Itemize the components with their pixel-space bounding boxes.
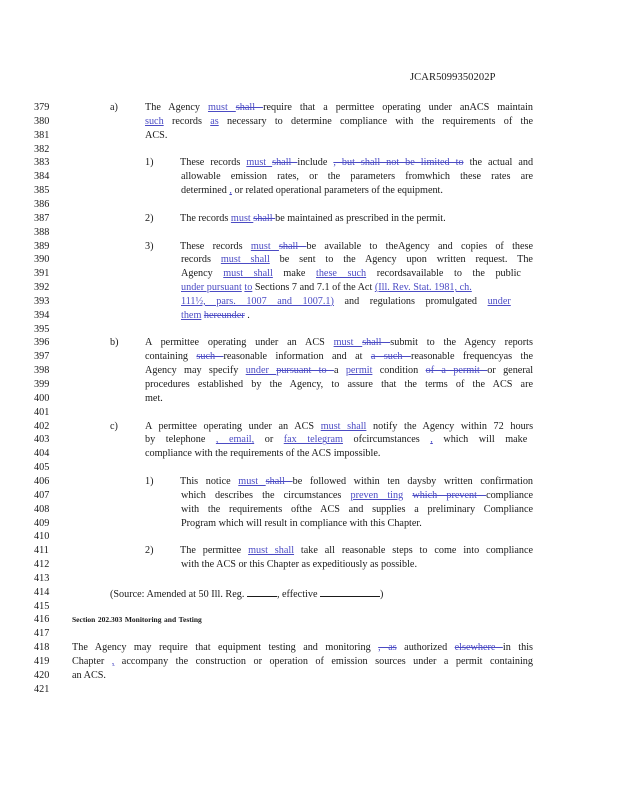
line-number: 410 (34, 531, 50, 543)
line-text (72, 669, 106, 683)
line-number: 391 (34, 268, 50, 280)
line-text (181, 503, 533, 517)
line-number: 404 (34, 448, 50, 460)
document-line (0, 267, 618, 281)
text-run: Chapter (72, 656, 112, 667)
line-text (72, 655, 533, 669)
text-run: met. (145, 392, 163, 404)
text-run: which will make (432, 434, 528, 446)
text-run: be sent to the Agency upon written request. The (269, 254, 533, 266)
text-run: which describes the circumstances (181, 489, 351, 501)
line-number: 401 (34, 406, 50, 418)
line-text (181, 309, 250, 323)
deleted-text: a such (370, 351, 411, 363)
text-run: . (244, 309, 250, 321)
text-run: necessary to determine compliance with the requirements of the (218, 115, 533, 127)
text-run: be available to theAgency and copies of these (306, 240, 534, 252)
text-run: This notice (180, 475, 239, 487)
line-text (145, 447, 380, 461)
text-run: take all reasonable steps to come into compliance (294, 545, 534, 557)
text-run: or (254, 434, 284, 446)
section-heading-text: 202.303 (97, 615, 123, 625)
document-line (0, 101, 618, 115)
inserted-text: (Ill. Rev. Stat. 1981, ch. (374, 282, 472, 294)
list-label: 3) (145, 240, 154, 252)
line-text (181, 489, 533, 503)
document-line (0, 517, 618, 531)
line-number: 406 (34, 475, 50, 487)
line-number: 381 (34, 129, 50, 141)
document-line (0, 378, 618, 392)
text-run: reasonable information and at (223, 351, 371, 363)
deleted-text: elsewhere (454, 642, 503, 654)
line-text (181, 170, 533, 184)
inserted-text: under (245, 365, 277, 377)
line-text (145, 420, 533, 434)
text-run: in this (502, 642, 534, 654)
document-line (0, 156, 618, 170)
line-text (145, 364, 533, 378)
line-text (145, 336, 533, 350)
document-line (0, 240, 618, 254)
document-line (0, 489, 618, 503)
line-number: 416 (34, 614, 50, 626)
document-line (0, 226, 618, 240)
line-number: 419 (34, 656, 50, 667)
text-run: or related operational parameters of the equipment. (231, 185, 443, 197)
text-run: compliance (486, 489, 534, 501)
text-run: the actual and (463, 157, 534, 169)
text-run: records (181, 254, 221, 266)
deleted-text: hereunder (203, 309, 245, 321)
document-line (0, 170, 618, 184)
inserted-text: must shall (320, 420, 367, 432)
document-line (0, 461, 618, 475)
fill-in-blank (247, 586, 277, 597)
text-run: an ACS. (72, 669, 106, 681)
section-heading-text: and (164, 615, 177, 625)
text-run: allowable emission rates, or the parameters fromwhich these rates are (181, 171, 534, 183)
line-text (181, 295, 511, 309)
line-text (180, 240, 533, 254)
text-run: containing (145, 351, 197, 363)
inserted-text: preven ting (350, 489, 404, 501)
fill-in-blank (320, 586, 380, 597)
line-number: 412 (34, 559, 50, 571)
text-run: ofcircumstances (342, 434, 431, 446)
document-line (0, 447, 618, 461)
inserted-text: under (487, 295, 511, 307)
document-line (0, 336, 618, 350)
document-line (0, 613, 618, 627)
text-run: be followed within ten daysby written confirmation (292, 475, 534, 487)
deleted-text: such (196, 351, 224, 363)
line-number: 385 (34, 185, 50, 197)
line-text (181, 281, 472, 295)
line-number: 399 (34, 379, 50, 390)
document-line (0, 392, 618, 406)
text-run: with the requirements ofthe ACS and supplies a preliminary Compliance (181, 503, 534, 515)
line-text (145, 350, 533, 364)
list-label: a) (110, 102, 118, 113)
text-run: require that a permittee operating under anACS maintain (263, 102, 533, 113)
section-heading-text: Testing (178, 615, 202, 625)
document-line (0, 253, 618, 267)
inserted-text: must (333, 337, 363, 349)
inserted-text: , (430, 434, 433, 446)
list-label: c) (110, 420, 118, 432)
text-run: accompany the construction or operation of emission sources under a permit containing (114, 656, 533, 667)
line-text (180, 156, 533, 170)
inserted-text: must shall (248, 545, 295, 557)
line-number: 386 (34, 198, 50, 210)
line-number: 408 (34, 503, 50, 515)
inserted-text: them (181, 309, 202, 321)
document-line (0, 544, 618, 558)
text-run: The Agency (145, 102, 208, 113)
text-run: Agency may specify (145, 365, 246, 377)
text-run: The records (180, 212, 231, 224)
document-line (0, 641, 618, 655)
text-run: These records (180, 240, 251, 252)
text-run: The permittee (180, 545, 249, 557)
line-text (145, 433, 527, 447)
deleted-text: shall (362, 337, 391, 349)
inserted-text: , (111, 656, 115, 667)
line-number: 415 (34, 600, 50, 612)
text-run: Program which will result in compliance with this Chapter. (181, 517, 422, 529)
line-text (180, 212, 446, 226)
section-heading-text: Monitoring (124, 615, 162, 625)
line-text (72, 641, 533, 655)
document-id-header: JCAR5099350202P (410, 72, 496, 83)
document-line (0, 184, 618, 198)
document-line (0, 572, 618, 586)
inserted-text: 111½, pars. 1007 and 1007.1) (181, 295, 334, 307)
document-line (0, 364, 618, 378)
line-number: 394 (34, 309, 50, 321)
document-line (0, 198, 618, 212)
line-number: 417 (34, 628, 50, 640)
inserted-text: , (229, 185, 232, 197)
line-number: 389 (34, 240, 50, 252)
text-run: with the ACS or this Chapter as expeditiously as possible. (181, 559, 417, 571)
line-number: 380 (34, 115, 50, 127)
document-line (0, 669, 618, 683)
line-text (145, 115, 533, 129)
text-run: These records (180, 157, 247, 169)
deleted-text: shall (265, 475, 293, 487)
deleted-text: , but shall not be limited to (333, 157, 464, 169)
text-run: Agency (181, 268, 224, 280)
line-number: 393 (34, 295, 50, 307)
text-run: include (297, 157, 334, 169)
line-number: 392 (34, 282, 50, 294)
line-number: 403 (34, 434, 50, 446)
document-line (0, 558, 618, 572)
line-number: 407 (34, 489, 50, 501)
line-number: 414 (34, 586, 50, 598)
line-number: 418 (34, 642, 50, 654)
line-number: 379 (34, 102, 50, 113)
line-number: 382 (34, 143, 50, 155)
list-label: 2) (145, 545, 154, 557)
inserted-text: must (250, 240, 279, 252)
line-number: 383 (34, 157, 50, 169)
deleted-text: pursuant to (276, 365, 334, 377)
deleted-text: shall (272, 157, 298, 169)
line-number: 409 (34, 517, 50, 529)
text-run: reasonable frequencyas the (410, 351, 533, 363)
line-text (145, 129, 167, 143)
line-number: 402 (34, 420, 50, 432)
line-number: 396 (34, 337, 50, 349)
line-text (180, 544, 533, 558)
text-run: ) (380, 588, 384, 600)
inserted-text: must (230, 212, 254, 224)
text-run: or general (487, 365, 534, 377)
document-line (0, 627, 618, 641)
text-run: (Source: Amended at 50 Ill. Reg. (110, 588, 247, 600)
deleted-text: shall (278, 240, 307, 252)
text-run: make (272, 268, 316, 280)
line-number: 390 (34, 254, 50, 266)
inserted-text: must shall (220, 254, 270, 266)
inserted-text: such (145, 115, 164, 127)
line-number: 420 (34, 669, 50, 681)
line-number: 405 (34, 462, 50, 474)
inserted-text: must (207, 102, 236, 113)
text-run: be maintained as prescribed in the permit. (275, 212, 446, 224)
line-number: 397 (34, 351, 50, 363)
document-line (0, 295, 618, 309)
line-text (145, 378, 533, 392)
document-line (0, 309, 618, 323)
line-text (181, 267, 521, 281)
line-text (145, 101, 533, 115)
document-line (0, 406, 618, 420)
inserted-text: permit (345, 365, 373, 377)
inserted-text: , email, (215, 434, 255, 446)
document-line (0, 530, 618, 544)
line-number: 388 (34, 226, 50, 238)
text-run: recordsavailable to the public (366, 268, 521, 280)
document-line (0, 143, 618, 157)
deleted-text: , as (378, 642, 397, 654)
document-line (0, 655, 618, 669)
text-run: submit to the Agency reports (390, 337, 533, 349)
inserted-text: as (210, 115, 219, 127)
line-text (181, 184, 443, 198)
line-number: 395 (34, 323, 50, 335)
document-line (0, 420, 618, 434)
inserted-text: fax telegram (283, 434, 343, 446)
list-label: b) (110, 337, 119, 349)
list-label: 1) (145, 157, 154, 169)
document-line (0, 503, 618, 517)
list-label: 1) (145, 475, 154, 487)
text-run: , effective (276, 588, 321, 600)
line-text (181, 517, 422, 531)
deleted-text: shall (235, 102, 264, 113)
text-run: ACS. (145, 129, 168, 141)
text-run (403, 490, 412, 501)
text-run: A permittee operating under an ACS (145, 420, 321, 432)
document-line (0, 129, 618, 143)
line-number: 411 (34, 545, 49, 557)
document-line (0, 115, 618, 129)
line-number: 387 (34, 212, 50, 224)
text-run: determined (181, 185, 230, 197)
document-line (0, 586, 618, 600)
list-label: 2) (145, 212, 154, 224)
text-run: compliance with the requirements of the ACS impossible. (145, 448, 381, 460)
text-run: A permittee operating under an ACS (145, 337, 334, 349)
text-run: notify the Agency within 72 hours (366, 420, 534, 432)
inserted-text: under pursuant (181, 282, 242, 294)
line-text (72, 613, 202, 627)
text-run: authorized (396, 642, 455, 654)
line-number: 398 (34, 365, 50, 377)
document-line (0, 600, 618, 614)
line-number: 413 (34, 572, 50, 584)
text-run: by telephone (145, 434, 216, 446)
inserted-text: must (238, 475, 266, 487)
text-run: procedures established by the Agency, to assure that the terms of the ACS are (145, 379, 533, 390)
document-line (0, 281, 618, 295)
line-text (181, 253, 533, 267)
document-line (0, 350, 618, 364)
line-number: 400 (34, 392, 50, 404)
text-run: The Agency may require that equipment testing and monitoring (72, 642, 379, 654)
text-run: and regulations promulgated (333, 295, 488, 307)
document-line (0, 683, 618, 697)
line-text (181, 558, 417, 572)
line-text (180, 475, 533, 489)
text-run: Sections 7 and 7.1 of the Act (252, 282, 375, 294)
document-line (0, 323, 618, 337)
document-line (0, 475, 618, 489)
deleted-text: which prevent (412, 489, 487, 501)
inserted-text: to (244, 282, 253, 294)
text-run: condition (372, 365, 426, 377)
line-number: 384 (34, 171, 50, 183)
section-heading-text: Section (72, 615, 96, 625)
deleted-text: shall (253, 212, 276, 224)
line-text (145, 392, 163, 406)
line-number: 421 (34, 683, 50, 695)
inserted-text: these such (316, 268, 367, 280)
deleted-text: of a permit (425, 365, 488, 377)
inserted-text: must (246, 157, 273, 169)
document-line (0, 212, 618, 226)
text-run: records (163, 115, 211, 127)
document-line (0, 433, 618, 447)
text-run: a (333, 365, 346, 377)
inserted-text: must shall (223, 268, 273, 280)
